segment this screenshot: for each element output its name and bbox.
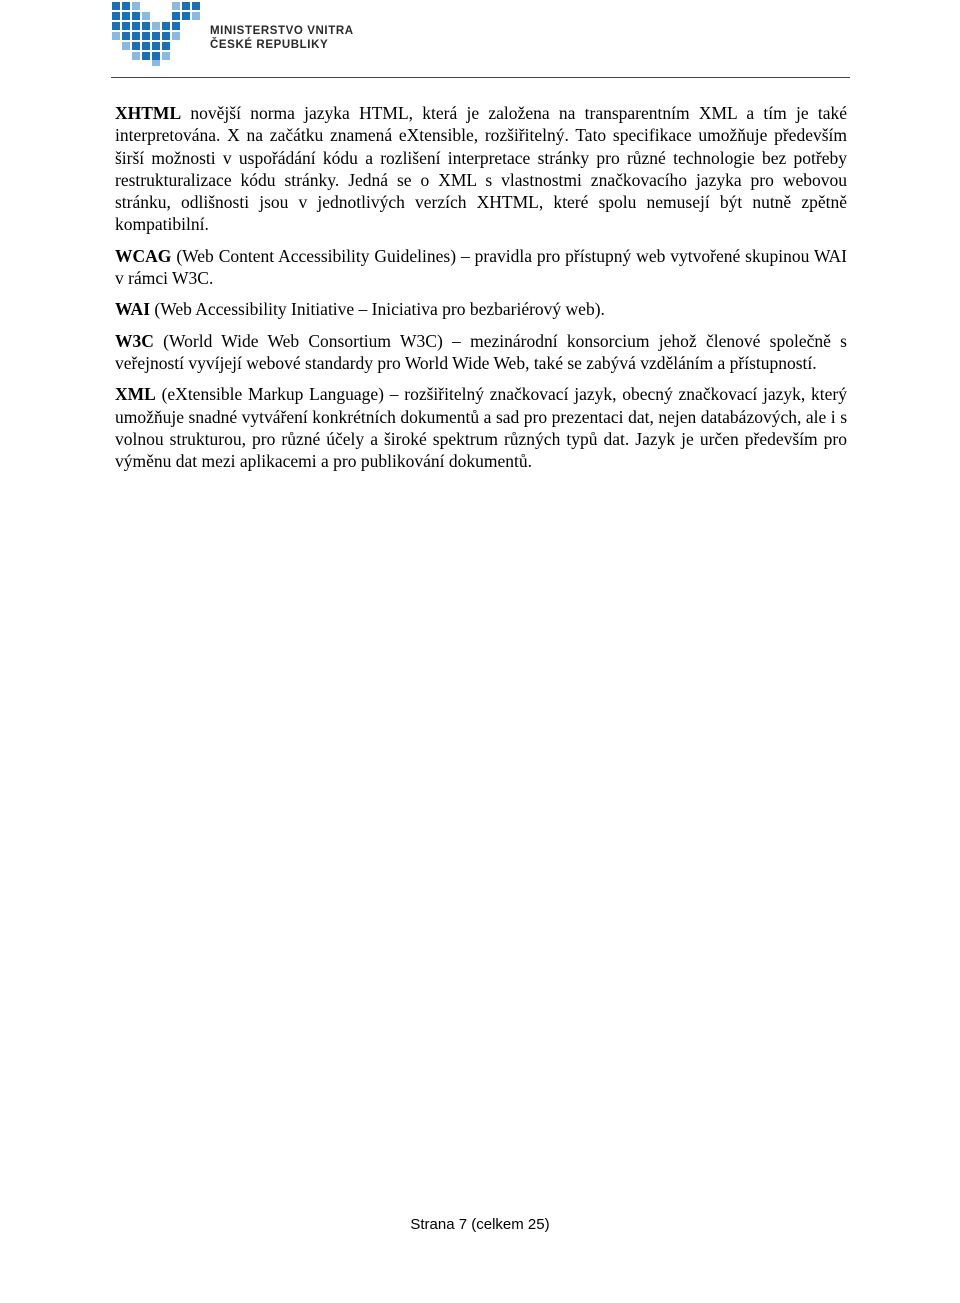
logo-line-1: MINISTERSTVO VNITRA — [210, 25, 354, 37]
ministry-logo-text — [210, 24, 354, 52]
glossary-entry-w3c — [115, 330, 847, 375]
header-divider — [111, 77, 850, 78]
glossary-term: W3C — [115, 330, 154, 351]
glossary-body — [115, 102, 847, 481]
glossary-term: XML — [115, 384, 156, 405]
ministry-logo-icon — [108, 2, 204, 68]
page-number: Strana 7 (celkem 25) — [410, 1216, 550, 1233]
glossary-entry-wai — [115, 298, 847, 320]
glossary-term: WAI — [115, 299, 151, 320]
glossary-term: WCAG — [115, 245, 172, 266]
glossary-definition: novější norma jazyka HTML, která je založena na transparentním XML a tím je také interpretována. X na začátku znamená eXtensible, rozšiřitelný. Tato specifikace umožňuje především širší možnosti v uspořádání kódu a rozlišení interpretace stránky pro různé technologie bez potřeby restrukturalizace kódu stránky. Jedná se o XML s vlastnostmi značkovacího jazyka pro webovou stránku, odlišnosti jsou v jednotlivých verzích XHTML, které spolu nemusejí být nutně zpětně kompatibilní. — [115, 103, 847, 235]
page-header — [0, 0, 960, 80]
glossary-entry-xml — [115, 383, 847, 472]
logo-line-2: ČESKÉ REPUBLIKY — [210, 39, 329, 51]
glossary-entry-wcag — [115, 245, 847, 290]
glossary-definition: (Web Accessibility Initiative – Iniciativa pro bezbariérový web). — [150, 299, 605, 320]
glossary-term: XHTML — [115, 103, 182, 123]
glossary-definition: (Web Content Accessibility Guidelines) – pravidla pro přístupný web vytvořené skupinou WAI v rámci W3C. — [115, 245, 847, 289]
glossary-definition: (eXtensible Markup Language) – rozšiřitelný značkovací jazyk, obecný značkovací jazyk, který umožňuje snadné vytváření konkrétních dokumentů a sad pro prezentaci dat, nejen databázových, ale i s volnou strukturou, pro různé účely a široké spektrum různých typů dat. Jazyk je určen především pro výměnu dat mezi aplikacemi a pro publikování dokumentů. — [115, 384, 847, 472]
glossary-definition: (World Wide Web Consortium W3C) – mezinárodní konsorcium jehož členové společně s veřejností vyvíjejí webové standardy pro World Wide Web, také se zabývá vzděláním a přístupností. — [115, 330, 847, 373]
glossary-entry-xhtml — [115, 102, 847, 236]
